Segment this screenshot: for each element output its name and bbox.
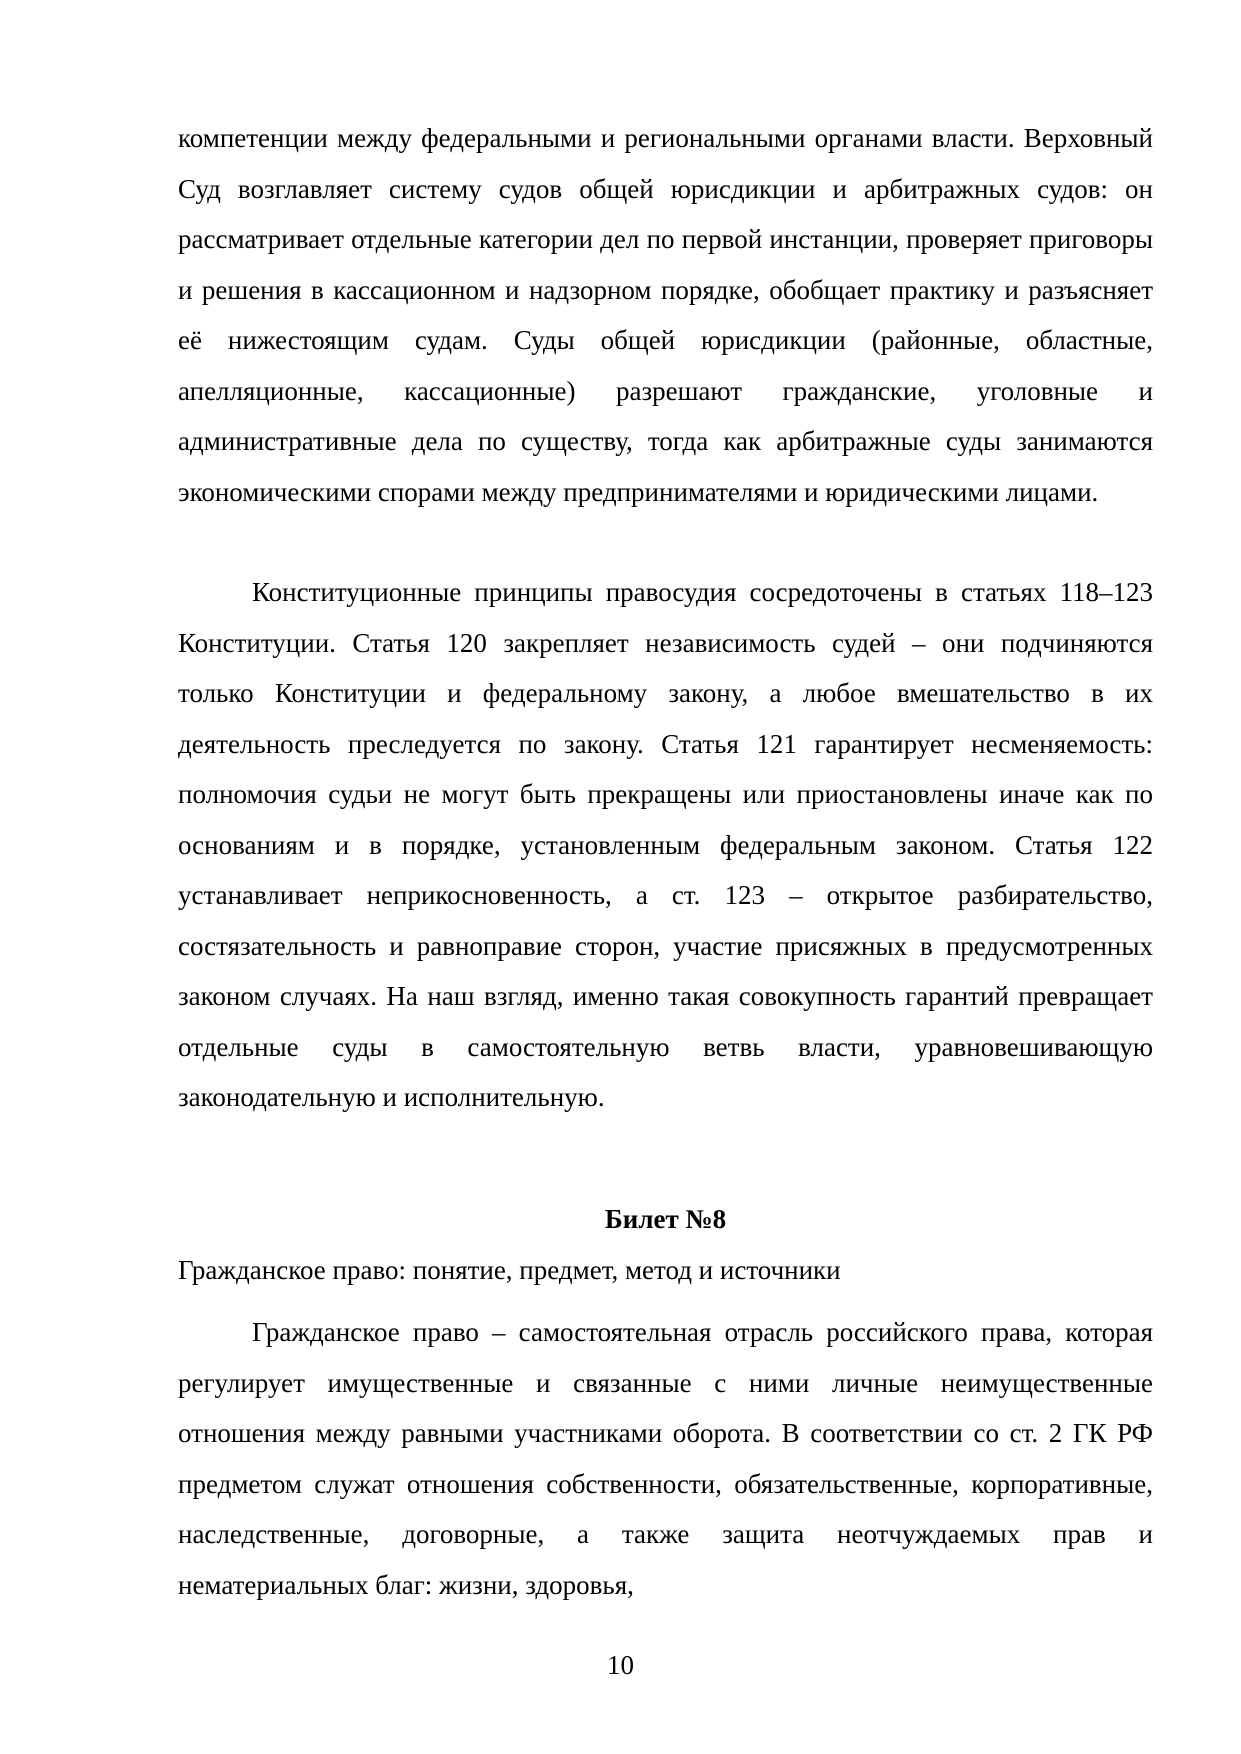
ticket-heading: Билет №8 [604, 1204, 727, 1234]
body-paragraph-1: компетенции между федеральными и региональными органами власти. Верховный Суд возглавляет систему судов общей юрисдикции и арбитражных судов: он рассматривает отдельные категории дел по первой инстанции, проверяет приговоры и решения в кассационном и надзорном порядке, обобщает практику и разъясняет её нижестоящим судам. Суды общей юрисдикции (районные, областные, апелляционные, кассационные) разрешают гражданские, уголовные и административные дела по существу, тогда как арбитражные суды занимаются экономическими спорами между предпринимателями и юридическими лицами. [178, 123, 1153, 507]
body-paragraph-3: Гражданское право – самостоятельная отрасль российского права, которая регулирует имущественные и связанные с ними личные неимущественные отношения между равными участниками оборота. В соответствии со ст. 2 ГК РФ предметом служат отношения собственности, обязательственные, корпоративные, наследственные, договорные, а также защита неотчуждаемых прав и нематериальных благ: жизни, здоровья, [178, 1317, 1153, 1600]
page-number: 10 [607, 1650, 634, 1680]
ticket-subtitle: Гражданское право: понятие, предмет, метод и источники [178, 1255, 841, 1285]
body-paragraph-2: Конституционные принципы правосудия сосредоточены в статьях 118–123 Конституции. Статья 120 закрепляет независимость судей – они подчиняются только Конституции и федеральному закону, а любое вмешательство в их деятельность преследуется по закону. Статья 121 гарантирует несменяемость: полномочия судьи не могут быть прекращены или приостановлены иначе как по основаниям и в порядке, установленным федеральным законом. Статья 122 устанавливает неприкосновенность, а ст. 123 – открытое разбирательство, состязательность и равноправие сторон, участие присяжных в предусмотренных законом случаях. На наш взгляд, именно такая совокупность гарантий превращает отдельные суды в самостоятельную ветвь власти, уравновешивающую законодательную и исполнительную. [178, 577, 1153, 1112]
